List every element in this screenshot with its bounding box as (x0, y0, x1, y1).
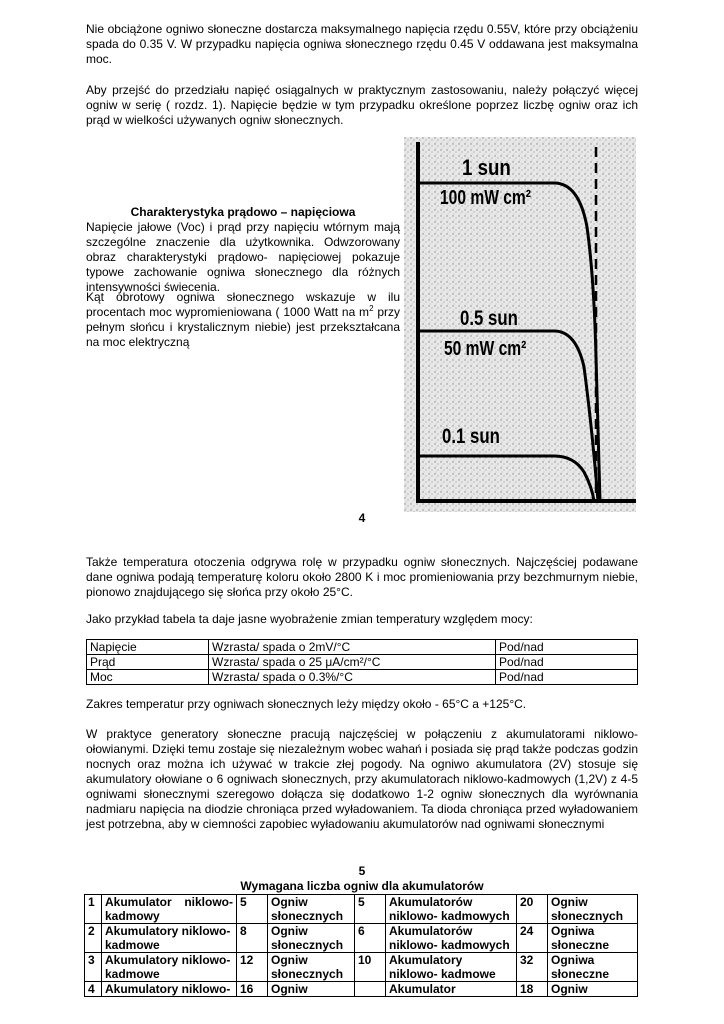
table-cell: 3 (85, 953, 102, 982)
text-2-part-b: przy pełnym słońcu i krystalicznym niebie) jest przekształcana na moc elektryczną (86, 305, 400, 349)
table-cell: Ogniwa słoneczne (548, 924, 638, 953)
table-row (85, 924, 638, 953)
battery-cells-table (84, 894, 638, 997)
table-cell: Akumulatory niklowo-kadmowe (102, 924, 237, 953)
table-cell: Ogniw słonecznych (268, 895, 355, 924)
battery-table-title: Wymagana liczba ogniw dla akumulatorów (240, 879, 484, 893)
table-cell: Pod/nad (496, 640, 638, 655)
table-row (85, 982, 638, 997)
table-cell: Ogniw (268, 982, 355, 997)
table-cell: 6 (355, 924, 386, 953)
temperature-table (86, 639, 638, 685)
table-cell: Wzrasta/ spada o 25 μA/cm²/°C (209, 655, 496, 670)
table-cell: Akumulatorów niklowo- kadmowych (386, 895, 517, 924)
table-cell: Wzrasta/ spada o 2mV/°C (209, 640, 496, 655)
table-cell: 4 (85, 982, 102, 997)
table-row (87, 640, 638, 655)
section-heading: Charakterystyka prądowo – napięciowa (130, 205, 356, 219)
table-cell: 2 (85, 924, 102, 953)
section-4-text-1: Napięcie jałowe (Voc) i prąd przy napięciu wtórnym mają szczególne znaczenie dla użytkownika. Odwzorowany obraz charakterystyki prądowo- napięciowej pokazuje typowe zachowanie ogniwa słonecznego dla różnych intensywności świecenia. (86, 220, 400, 294)
table-cell: Moc (87, 670, 209, 685)
table-cell: 32 (517, 953, 548, 982)
table-cell: Akumulatory niklowo-kadmowe (102, 953, 237, 982)
table-cell: Ogniwa słoneczne (548, 953, 638, 982)
table-cell: Akumulatory niklowo- (102, 982, 237, 997)
table-cell: Akumulator niklowo-kadmowy (102, 895, 237, 924)
section-4-text-2 (86, 290, 400, 350)
paragraph-1: Nie obciążone ogniwo słoneczne dostarcza maksymalnego napięcia rzędu 0.55V, które przy obciążeniu spada do 0.35 V. W przypadku napięcia ogniwa słonecznego rzędu 0.45 V oddawana jest maksymalna moc. (86, 22, 638, 66)
table-cell: Ogniw słonecznych (268, 924, 355, 953)
table-cell: Akumulator (386, 982, 517, 997)
paragraph-3: Także temperatura otoczenia odgrywa rolę w przypadku ogniw słonecznych. Najczęściej podawane dane ogniwa podają temperaturę koloru około 2800 K i moc promieniowania przy bezchmurnym niebie, pionowo znajdującego się słońca przy około 25°C. (86, 555, 638, 599)
label-0.5-sun: 0.5 sun (460, 307, 518, 331)
superscript: 2 (369, 304, 374, 313)
label-0.1-sun: 0.1 sun (442, 425, 500, 449)
text-2-part-a: Kąt obrotowy ogniwa słonecznego wskazuje w ilu procentach moc wypromieniowana ( 1000 Watt na m (86, 290, 400, 319)
table-row (85, 953, 638, 982)
table-cell: 5 (355, 895, 386, 924)
paragraph-6: W praktyce generatory słoneczne pracują najczęściej w połączeniu z akumulatorami niklowo-ołowianymi. Dzięki temu zostaje się niezależnym wobec wahań i posiada się prąd także podczas godzin nocnych oraz można ich używać w trakcie złej pogody. Na ogniwo akumulatora (2V) stosuje się akumulatory ołowiane o 6 ogniwach słonecznych, przy akumulatorach niklowo-kadmowych (1,2V) z 4-5 ogniwami słonecznymi szeregowo dołącza się dodatkowo 1-2 ogniw słonecznych dla wyrównania nadmiaru napięcia na diodzie chroniąca przed wyładowaniem. Ta dioda chroniąca przed wyładowaniem jest potrzebna, aby w ciemności zapobiec wyładowaniu akumulatorów nad ogniwami słonecznymi (86, 727, 638, 831)
table-cell: Ogniw słonecznych (548, 895, 638, 924)
table-cell: 12 (237, 953, 268, 982)
table-cell: Ogniw (548, 982, 638, 997)
label-50-mw: 50 mW cm² (444, 337, 527, 360)
paragraph-4: Jako przykład tabela ta daje jasne wyobrażenie zmian temperatury względem mocy: (86, 612, 533, 626)
iv-characteristic-chart (404, 137, 636, 512)
table-cell: 1 (85, 895, 102, 924)
page-number-5: 5 (358, 864, 366, 878)
table-cell: Napięcie (87, 640, 209, 655)
paragraph-5: Zakres temperatur przy ogniwach słonecznych leży między około - 65°C a +125°C. (86, 697, 527, 711)
table-cell: Akumulatorów niklowo- kadmowych (386, 924, 517, 953)
table-cell: 16 (237, 982, 268, 997)
table-row (87, 670, 638, 685)
table-cell: 10 (355, 953, 386, 982)
table-cell: Prąd (87, 655, 209, 670)
label-1-sun: 1 sun (462, 156, 511, 181)
table-cell: 5 (237, 895, 268, 924)
table-cell: 18 (517, 982, 548, 997)
table-row (85, 895, 638, 924)
table-cell (355, 982, 386, 997)
table-cell: Ogniw słonecznych (268, 953, 355, 982)
table-cell: 20 (517, 895, 548, 924)
table-cell: Pod/nad (496, 670, 638, 685)
label-100-mw: 100 mW cm² (440, 186, 531, 209)
table-cell: 8 (237, 924, 268, 953)
page-number-4: 4 (358, 511, 366, 525)
table-cell: Akumulatory niklowo- kadmowe (386, 953, 517, 982)
paragraph-2: Aby przejść do przedziału napięć osiągalnych w praktycznym zastosowaniu, należy połączyć więcej ogniw w serię ( rozdz. 1). Napięcie będzie w tym przypadku określone poprzez liczbę ogniw oraz ich prąd w wielkości używanych ogniw słonecznych. (86, 83, 638, 127)
table-cell: Pod/nad (496, 655, 638, 670)
table-cell: 24 (517, 924, 548, 953)
table-cell: Wzrasta/ spada o 0.3%/°C (209, 670, 496, 685)
table-row (87, 655, 638, 670)
